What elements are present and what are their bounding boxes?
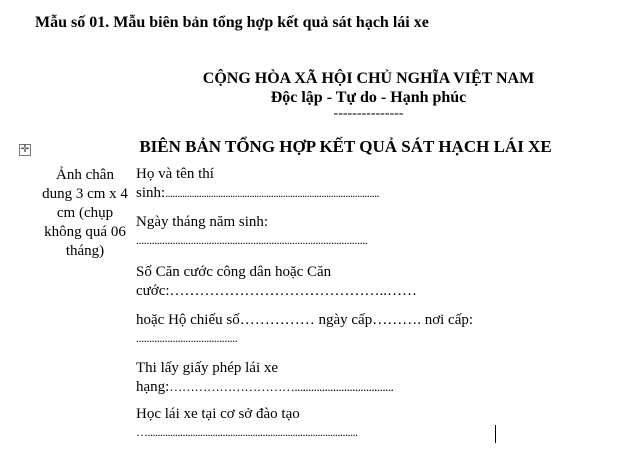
- issue-place-label: nơi cấp:: [424, 312, 474, 328]
- license-class-field-dots[interactable]: …………………………....................................: [169, 379, 394, 394]
- training-school-label: Học lái xe tại cơ sở đào tạo: [136, 406, 300, 422]
- photo-text-line: dung 3 cm x 4: [42, 186, 128, 202]
- issue-date-field-dots[interactable]: ……….: [372, 312, 421, 328]
- license-class-field-line[interactable]: [136, 379, 393, 396]
- national-motto: Độc lập - Tự do - Hạnh phúc: [270, 89, 467, 106]
- dob-field-dots[interactable]: .........................................................................................: [136, 233, 368, 247]
- id-card-field-dots[interactable]: ……………………………………..……: [169, 283, 418, 299]
- national-name: CỘNG HÒA XÃ HỘI CHỦ NGHĨA VIỆT NAM: [202, 70, 535, 87]
- photo-text-line: Ảnh chân: [56, 167, 114, 183]
- header-separator: ---------------: [333, 106, 404, 121]
- photo-text-line: tháng): [65, 243, 105, 259]
- document-title: BIÊN BẢN TỔNG HỢP KẾT QUẢ SÁT HẠCH LÁI XE: [139, 137, 552, 156]
- issue-date-label: ngày cấp: [318, 312, 373, 328]
- move-handle-icon[interactable]: ✛: [20, 144, 30, 155]
- photo-text-line: không quá 06: [44, 224, 126, 240]
- text-cursor: [495, 425, 496, 443]
- name-field-dots[interactable]: .........................................................................................: [165, 186, 379, 200]
- name-field-line[interactable]: [136, 185, 379, 202]
- issue-place-field-dots[interactable]: .......................................: [136, 331, 238, 345]
- photo-text-line: cm (chụp: [56, 205, 114, 221]
- passport-field-line[interactable]: [136, 312, 473, 329]
- license-class-label: Thi lấy giấy phép lái xe: [136, 360, 279, 376]
- id-card-label-cont: cước:: [136, 283, 170, 299]
- passport-field-dots[interactable]: ……………: [239, 312, 315, 328]
- passport-label: hoặc Hộ chiếu số: [136, 312, 240, 328]
- name-label: Họ và tên thí: [136, 166, 214, 182]
- form-number-title: Mẫu số 01. Mẫu biên bản tổng hợp kết quả sát hạch lái xe: [35, 14, 429, 31]
- photo-placeholder: [33, 166, 137, 261]
- name-label-cont: sinh:: [136, 185, 166, 201]
- dob-label: Ngày tháng năm sinh:: [136, 214, 269, 230]
- id-card-label: Số Căn cước công dân hoặc Căn: [136, 264, 332, 280]
- license-class-label-cont: hạng:: [136, 379, 170, 395]
- training-school-field-dots[interactable]: …....................................................................................: [136, 425, 358, 439]
- id-card-field-line[interactable]: [136, 283, 417, 300]
